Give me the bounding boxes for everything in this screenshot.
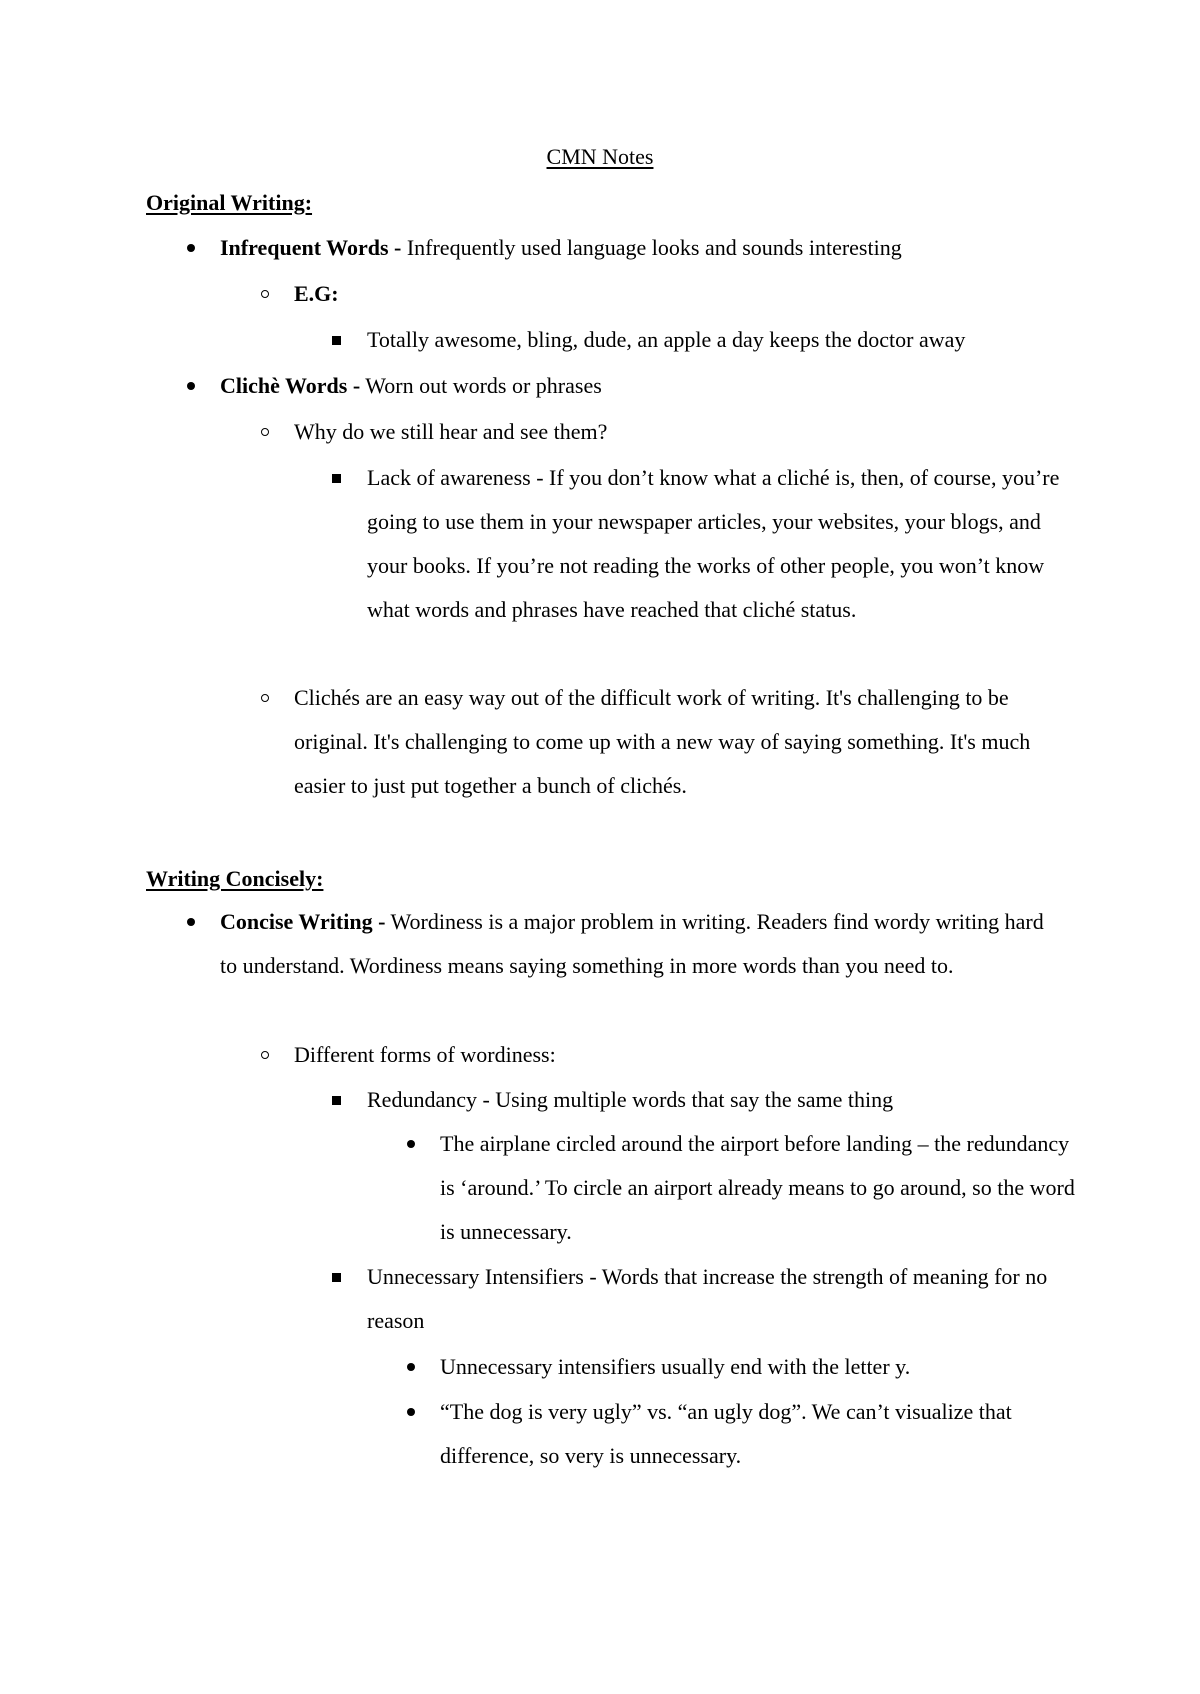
section-heading-original-writing: Original Writing: — [146, 190, 313, 215]
forms-of-wordiness-text: Different forms of wordiness: — [294, 1042, 556, 1067]
list-item-concise-writing — [220, 900, 1060, 988]
easy-way-out-text: Clichés are an easy way out of the difficult work of writing. It's challenging to be original. It's challenging to come up with a new way of saying something. It's much easier to just put together a bunch of clichés. — [294, 685, 1031, 798]
circle-bullet-icon — [259, 676, 271, 720]
definition-cliche-words: Worn out words or phrases — [360, 373, 602, 398]
term-concise-writing: Concise Writing - — [220, 909, 386, 934]
list-item-redundancy — [367, 1078, 1067, 1122]
term-eg: E.G: — [294, 281, 339, 306]
list-item-examples — [367, 318, 1067, 362]
square-bullet-icon — [330, 318, 342, 362]
list-item-easy-way-out — [294, 676, 1077, 808]
square-bullet-icon — [330, 456, 342, 500]
list-item-airplane-example — [440, 1122, 1080, 1254]
disc-bullet-icon — [405, 1390, 417, 1434]
list-item-lack-of-awareness — [367, 456, 1077, 632]
disc-bullet-icon — [185, 900, 197, 944]
list-item-cliche-words — [220, 364, 1020, 408]
disc-bullet-icon — [405, 1122, 417, 1166]
section-heading-writing-concisely: Writing Concisely: — [146, 866, 324, 891]
definition-concise-writing: Wordiness is a major problem in writing. Readers find wordy writing hard to understand. Wordiness means saying something in more words than you need to. — [220, 909, 1044, 978]
list-item-unnecessary-intensifiers — [367, 1255, 1067, 1343]
list-item-forms-of-wordiness — [294, 1033, 1034, 1077]
redundancy-text: Redundancy - Using multiple words that say the same thing — [367, 1087, 894, 1112]
intensifiers-end-y-text: Unnecessary intensifiers usually end with the letter y. — [440, 1354, 911, 1379]
list-item-dog-example — [440, 1390, 1060, 1478]
circle-bullet-icon — [259, 272, 271, 316]
definition-infrequent-words: Infrequently used language looks and sounds interesting — [401, 235, 902, 260]
lack-of-awareness-text: Lack of awareness - If you don’t know what a cliché is, then, of course, you’re going to use them in your newspaper articles, your websites, your blogs, and your books. If you’re not reading the works of other people, you won’t know what words and phrases have reached that cliché status. — [367, 465, 1060, 622]
list-item-infrequent-words — [220, 226, 1020, 270]
circle-bullet-icon — [259, 1033, 271, 1077]
square-bullet-icon — [330, 1078, 342, 1122]
term-infrequent-words: Infrequent Words - — [220, 235, 402, 260]
square-bullet-icon — [330, 1255, 342, 1299]
airplane-example-text: The airplane circled around the airport before landing – the redundancy is ‘around.’ To circle an airport already means to go around, so the word is unnecessary. — [440, 1131, 1075, 1244]
dog-example-text: “The dog is very ugly” vs. “an ugly dog”. We can’t visualize that difference, so very is unnecessary. — [440, 1399, 1012, 1468]
why-still-text: Why do we still hear and see them? — [294, 419, 608, 444]
disc-bullet-icon — [185, 226, 197, 270]
disc-bullet-icon — [405, 1345, 417, 1389]
list-item-intensifiers-end-y — [440, 1345, 1080, 1389]
examples-text: Totally awesome, bling, dude, an apple a day keeps the doctor away — [367, 327, 966, 352]
circle-bullet-icon — [259, 410, 271, 454]
term-cliche-words: Clichè Words - — [220, 373, 361, 398]
unnecessary-intensifiers-text: Unnecessary Intensifiers - Words that increase the strength of meaning for no reason — [367, 1264, 1048, 1333]
document-title: CMN Notes — [546, 144, 654, 169]
list-item-why-still — [294, 410, 1034, 454]
list-item-eg — [294, 272, 1034, 316]
disc-bullet-icon — [185, 364, 197, 408]
